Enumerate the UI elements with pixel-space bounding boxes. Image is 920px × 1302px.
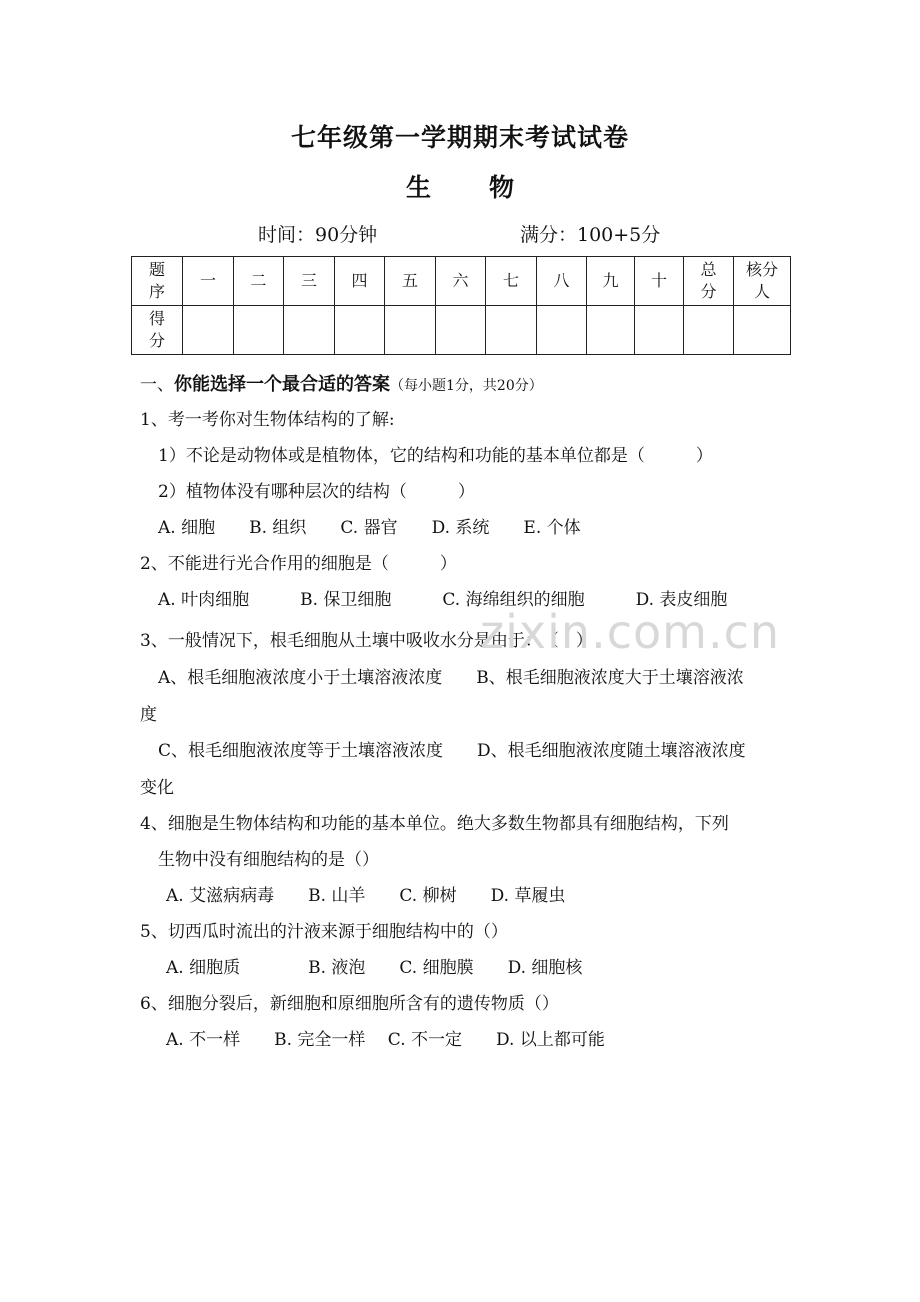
column-header: 一 — [183, 257, 234, 306]
score-table-score-row — [132, 306, 791, 355]
site-watermark: zixin.com.cn — [480, 605, 781, 659]
subject-char-2: 物 — [489, 173, 515, 202]
score-cell[interactable] — [587, 306, 635, 355]
question-5-options: A. 细胞质 B. 液泡 C. 细胞膜 D. 细胞核 — [166, 958, 583, 978]
score-cell[interactable] — [537, 306, 587, 355]
column-header: 八 — [537, 257, 587, 306]
checker-label: 核分 人 — [734, 257, 791, 306]
question-1-part-1: 1）不论是动物体或是植物体，它的结构和功能的基本单位都是（ ） — [158, 446, 713, 466]
column-header: 十 — [635, 257, 684, 306]
section-heading: 一、你能选择一个最合适的答案（每小题1分，共20分） — [140, 374, 543, 395]
exam-time: 时间：90分钟 — [258, 224, 378, 246]
question-4-wrap: 生物中没有细胞结构的是（） — [158, 850, 379, 870]
total-score-label: 总 分 — [684, 257, 734, 306]
column-header: 五 — [385, 257, 436, 306]
total-score-cell[interactable] — [684, 306, 734, 355]
column-header: 三 — [284, 257, 335, 306]
column-header: 四 — [335, 257, 385, 306]
column-header: 二 — [234, 257, 284, 306]
score-cell[interactable] — [284, 306, 335, 355]
section-note: （每小题1分，共20分） — [390, 378, 543, 394]
column-header: 九 — [587, 257, 635, 306]
checker-cell[interactable] — [734, 306, 791, 355]
subject-char-1: 生 — [405, 173, 431, 202]
question-2-options: A. 叶肉细胞 B. 保卫细胞 C. 海绵组织的细胞 D. 表皮细胞 — [158, 590, 728, 610]
column-header: 六 — [436, 257, 486, 306]
score-cell[interactable] — [183, 306, 234, 355]
question-4: 4、细胞是生物体结构和功能的基本单位。绝大多数生物都具有细胞结构，下列 — [140, 814, 729, 834]
exam-full-score: 满分：100+5分 — [520, 224, 661, 246]
question-3-options-ab-wrap: 度 — [140, 705, 157, 725]
score-table-header-row — [132, 257, 791, 306]
score-label: 得 分 — [132, 306, 183, 355]
question-1: 1、考一考你对生物体结构的了解: — [140, 410, 395, 430]
question-3-options-cd: C、根毛细胞液浓度等于土壤溶液浓度 D、根毛细胞液浓度随土壤溶液浓度 — [158, 741, 746, 761]
score-cell[interactable] — [234, 306, 284, 355]
question-3-options-cd-wrap: 变化 — [140, 778, 174, 798]
question-1-options: A. 细胞 B. 组织 C. 器官 D. 系统 E. 个体 — [158, 518, 581, 538]
section-heading-text: 你能选择一个最合适的答案 — [174, 374, 390, 395]
score-cell[interactable] — [436, 306, 486, 355]
score-cell[interactable] — [335, 306, 385, 355]
question-3: 3、一般情况下，根毛细胞从土壤中吸收水分是由于： （ ） — [140, 631, 593, 651]
score-cell[interactable] — [385, 306, 436, 355]
column-header: 七 — [486, 257, 537, 306]
score-cell[interactable] — [635, 306, 684, 355]
subject-heading — [0, 168, 920, 204]
score-table — [131, 256, 791, 355]
question-3-options-ab: A、根毛细胞液浓度小于土壤溶液浓度 B、根毛细胞液浓度大于土壤溶液浓 — [158, 668, 744, 688]
question-number-label: 题 序 — [132, 257, 183, 306]
score-cell[interactable] — [486, 306, 537, 355]
question-5: 5、切西瓜时流出的汁液来源于细胞结构中的（） — [140, 922, 508, 942]
question-1-part-2: 2）植物体没有哪种层次的结构（ ） — [158, 482, 475, 502]
question-4-options: A. 艾滋病病毒 B. 山羊 C. 柳树 D. 草履虫 — [166, 886, 566, 906]
exam-title: 七年级第一学期期末考试试卷 — [290, 123, 629, 152]
question-6: 6、细胞分裂后，新细胞和原细胞所含有的遗传物质（） — [140, 994, 559, 1014]
question-2: 2、不能进行光合作用的细胞是（ ） — [140, 554, 457, 574]
question-6-options: A. 不一样 B. 完全一样 C. 不一定 D. 以上都可能 — [166, 1030, 605, 1050]
